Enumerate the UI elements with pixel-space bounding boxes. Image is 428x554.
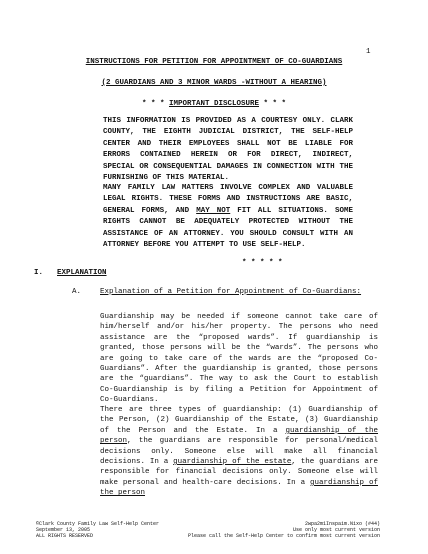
term-guardianship-of-estate: guardianship of the estate bbox=[173, 458, 292, 467]
page-footer bbox=[36, 521, 380, 539]
disclosure-text-2 bbox=[103, 183, 353, 251]
footer-confirm-note: Please call the Self-Help Center to confirm most current version bbox=[187, 533, 380, 539]
body-paragraph-2 bbox=[100, 405, 378, 499]
disclosure-paragraph-1 bbox=[103, 116, 353, 184]
footer-copyright: ©Clark County Family Law Self-Help Center bbox=[36, 521, 160, 527]
disclosure-paragraph-2 bbox=[103, 183, 353, 251]
footer-version-note: Use only most current version bbox=[292, 527, 380, 533]
disclosure-heading bbox=[40, 100, 388, 108]
body-text-2 bbox=[100, 405, 378, 499]
para2-mid2: , the guardians are responsible for financial decisions only. Someone else will make personal and health-care decisions. In a bbox=[100, 458, 379, 487]
subsection-title: Explanation of a Petition for Appointment of Co-Guardians: bbox=[100, 288, 362, 296]
document-title: INSTRUCTIONS FOR PETITION FOR APPOINTMENT OF CO-GUARDIANS bbox=[85, 58, 343, 66]
disclosure-emphasis: MAY NOT bbox=[196, 206, 231, 215]
disclosure-label: IMPORTANT DISCLOSURE bbox=[168, 100, 259, 108]
term-guardianship-of-person: guardianship of the person bbox=[100, 426, 379, 446]
footer-date: September 13, 2005 bbox=[36, 527, 91, 533]
para2-intro: There are three types of guardianship: (1) Guardianship of the Person, (2) Guardianship of the Estate, (3) Guardianship of the Person and the Estate. In a bbox=[100, 406, 378, 435]
divider-stars: * * * * * bbox=[242, 259, 283, 267]
term-guardianship-of-person-2: guardianship of the person bbox=[100, 478, 378, 498]
disclosure-text-1: THIS INFORMATION IS PROVIDED AS A COURTESY ONLY. CLARK COUNTY, THE EIGHTH JUDICIAL DISTRICT, THE SELF-HELP CENTER AND THEIR EMPLOYEES SHALL NOT BE LIABLE FOR ERRORS CONTAINED HEREIN OR FOR DIRECT, INDIRECT, SPECIAL OR CONSEQUENTIAL DAMAGES IN CONNECTION WITH THE FURNISHING OF THIS MATERIAL. bbox=[103, 117, 353, 183]
disclosure-text-2-before: MANY FAMILY LAW MATTERS INVOLVE COMPLEX AND VALUABLE LEGAL RIGHTS. THESE FORMS AND INSTRUCTIONS ARE BASIC, GENERAL FORMS, AND bbox=[103, 184, 353, 215]
disclosure-text-2-after: FIT ALL SITUATIONS. SOME RIGHTS CANNOT BE ADEQUATELY PROTECTED WITHOUT THE ASSISTANCE OF AN ATTORNEY. YOU SHOULD CONSULT WITH AN ATTORNEY BEFORE YOU ATTEMPT TO USE SELF-HELP. bbox=[103, 206, 353, 250]
document-subtitle: (2 GUARDIANS AND 3 MINOR WARDS -WITHOUT A HEARING) bbox=[101, 79, 327, 87]
footer-file-id: 2wpa2m1Inspaim.Nixo (#44) bbox=[304, 521, 380, 527]
body-paragraph-1 bbox=[100, 312, 378, 406]
section-number: I. bbox=[34, 269, 44, 277]
section-label: EXPLANATION bbox=[57, 269, 107, 277]
disclosure-stars-right: * * * bbox=[263, 100, 287, 108]
disclosure-stars-left: * * * bbox=[141, 100, 165, 108]
section-heading bbox=[34, 269, 107, 277]
body-text-1: Guardianship may be needed if someone cannot take care of him/herself and/or his/her property. The persons who need assistance are the “proposed wards”. If guardianship is granted, those persons will be the “wards”. The persons who are going to take care of the wards are the “proposed Co-Guardians”. After the guardianship is granted, those persons are the “guardians”. The way to ask the Court to establish Co-Guardianship is by filing a Petition for Appointment of Co-Guardians. bbox=[100, 313, 378, 405]
para2-mid1: , the guardians are responsible for personal/medical decisions only. Someone else will make all financial decisions. In a bbox=[100, 437, 378, 467]
subsection-letter: A. bbox=[72, 288, 82, 296]
page-number: 1 bbox=[366, 48, 371, 56]
footer-rights: ALL RIGHTS RESERVED bbox=[36, 533, 94, 539]
